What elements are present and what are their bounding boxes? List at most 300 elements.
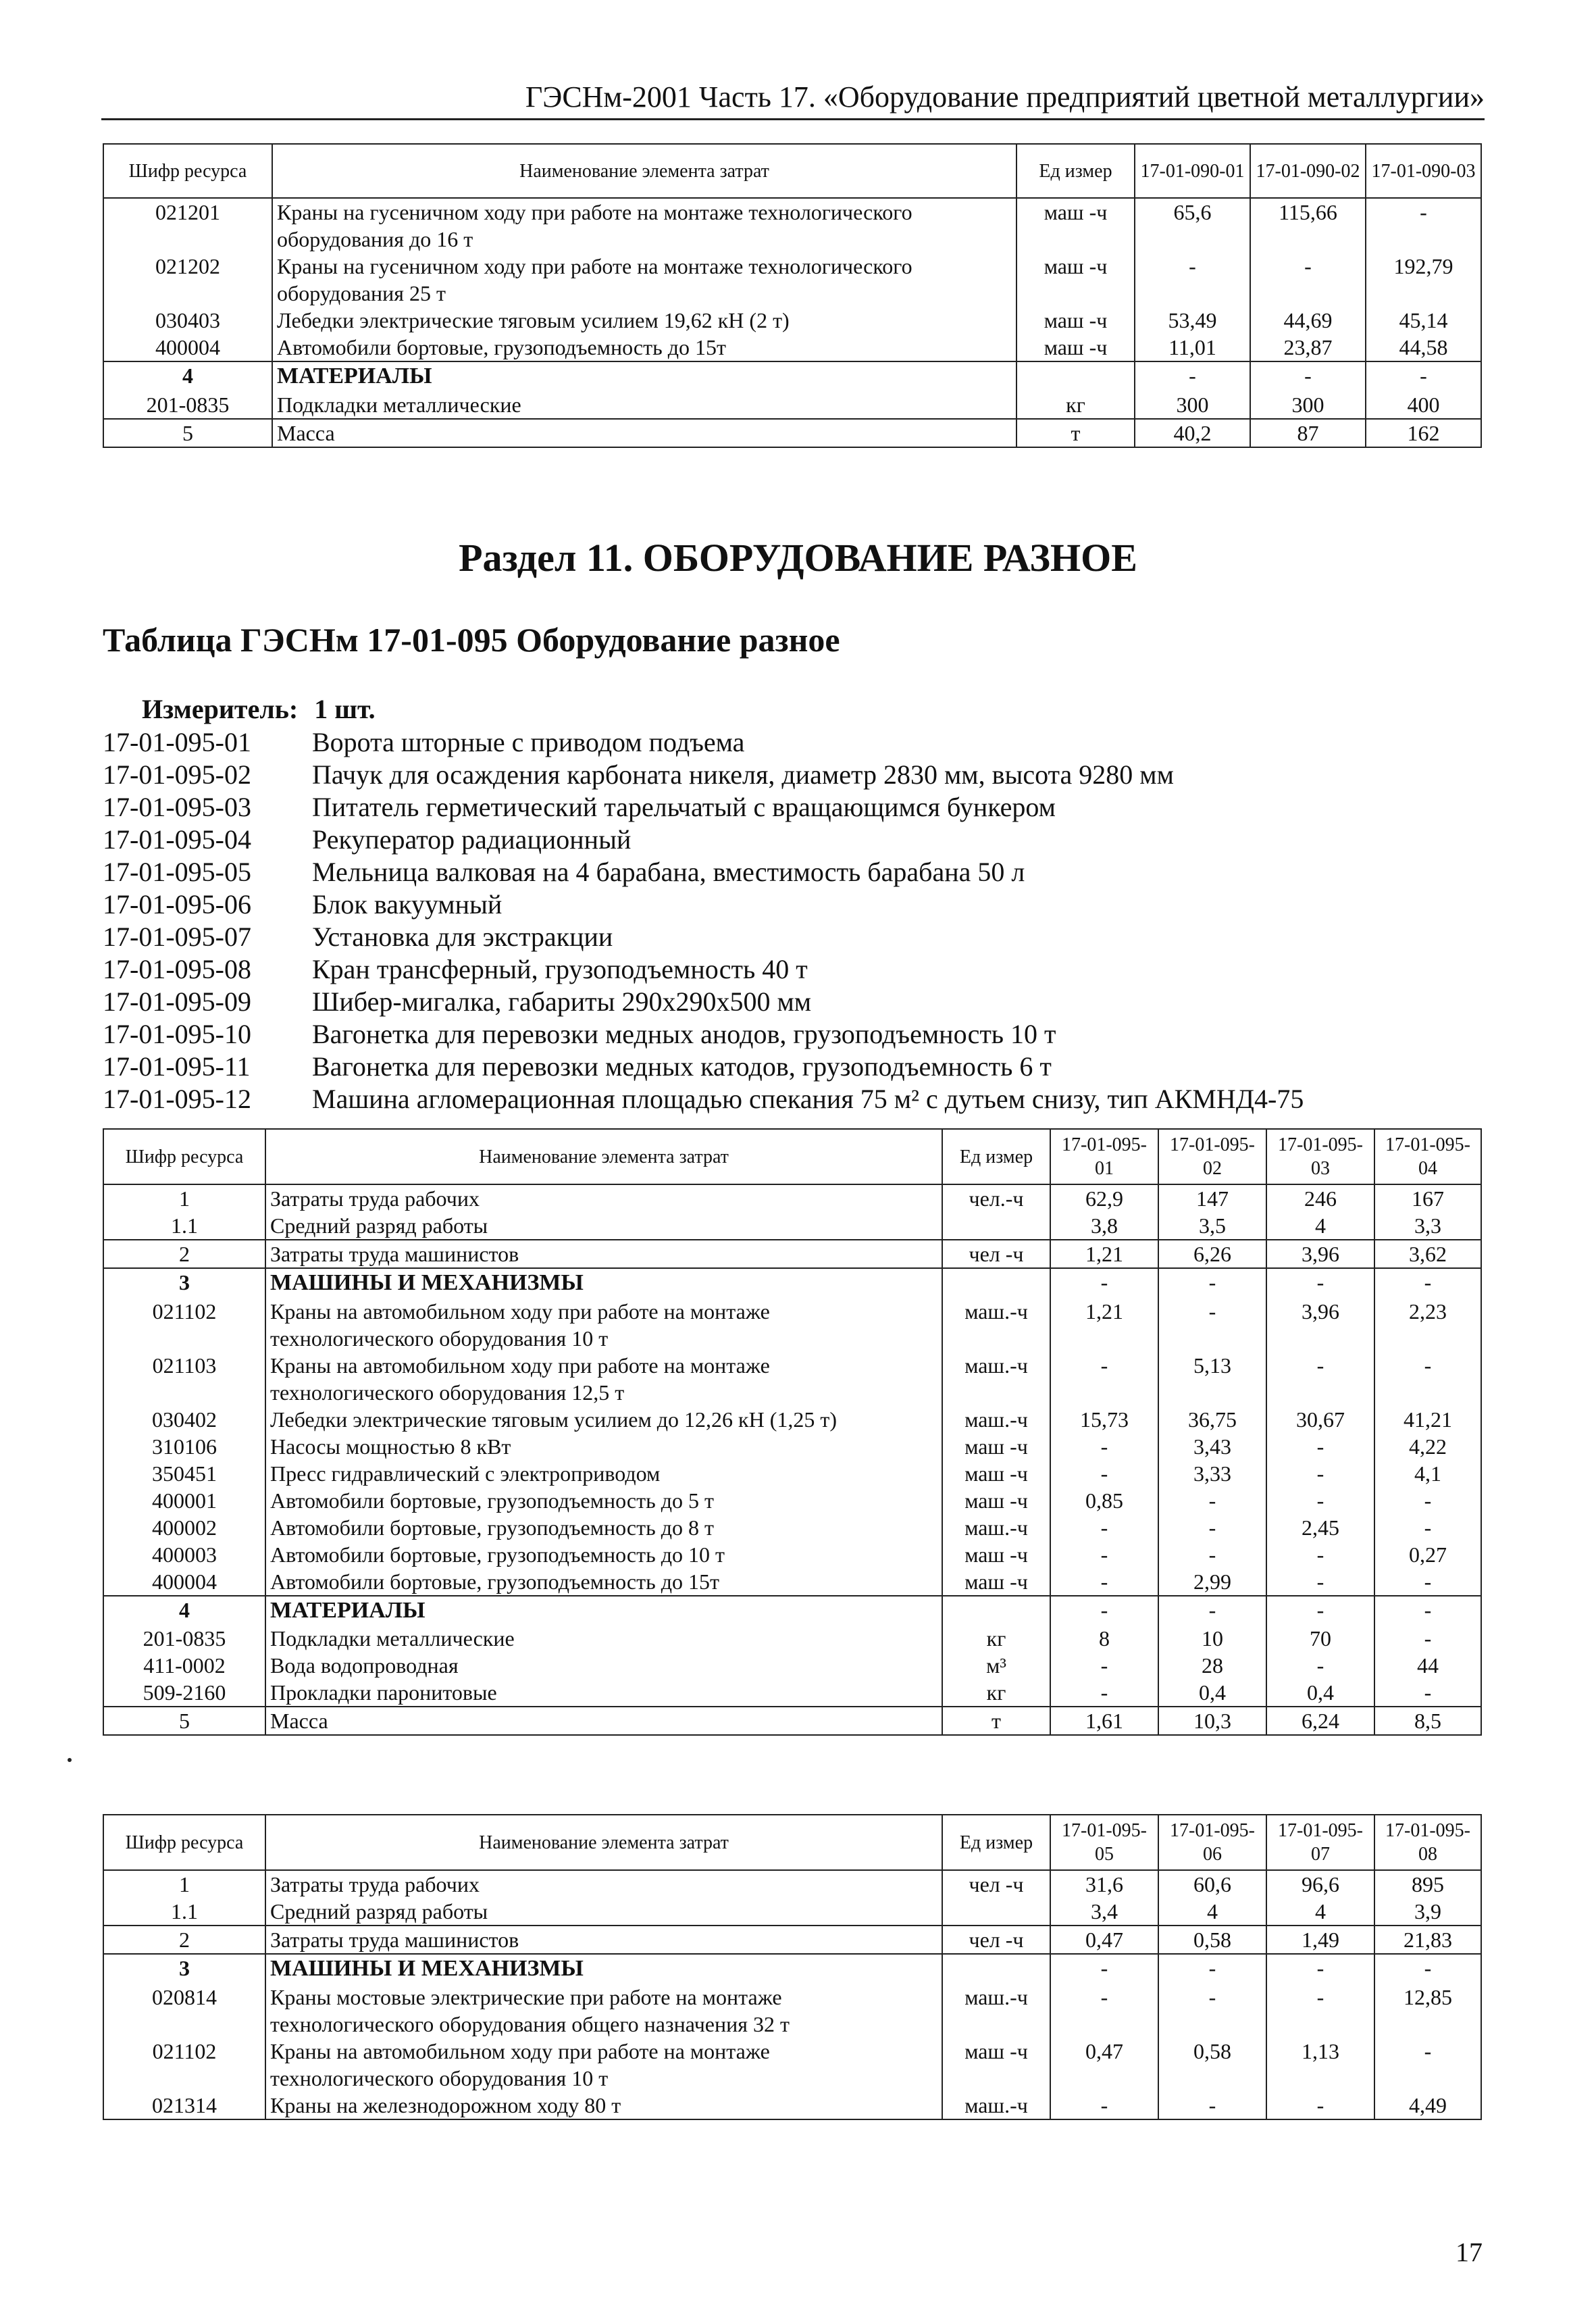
- norm-value: 44,69: [1250, 307, 1366, 334]
- norm-value: 10,3: [1158, 1707, 1266, 1735]
- resource-code: 021201: [103, 198, 272, 253]
- col-header-code: Шифр ресурса: [103, 1129, 265, 1184]
- resource-code: 021314: [103, 2092, 265, 2119]
- norm-code: 17-01-095-04: [103, 824, 251, 855]
- unit-cell: чел -ч: [942, 1870, 1050, 1898]
- resource-code: 310106: [103, 1433, 265, 1460]
- table-row: [103, 2038, 1481, 2092]
- table-row: [103, 1184, 1481, 1212]
- norm-value: -: [1266, 1352, 1374, 1406]
- norm-value: 6,24: [1266, 1707, 1374, 1735]
- cost-element-name: Лебедки электрические тяговым усилием до 12,26 кН (1,25 т): [265, 1406, 942, 1433]
- norm-list-item: [103, 1083, 1304, 1115]
- col-header-norm: 17-01-095-07: [1266, 1815, 1374, 1870]
- table-row: [103, 1679, 1481, 1707]
- table-row: [103, 1541, 1481, 1568]
- norm-list-item: [103, 759, 1304, 791]
- norm-code: 17-01-095-03: [103, 792, 251, 822]
- unit-cell: [1016, 361, 1135, 391]
- norm-code: 17-01-095-02: [103, 759, 251, 790]
- resource-code: 021102: [103, 1298, 265, 1352]
- cost-element-name: Масса: [265, 1707, 942, 1735]
- norm-value: 300: [1250, 391, 1366, 419]
- norm-value: 3,96: [1266, 1298, 1374, 1352]
- table-row: [103, 253, 1481, 307]
- resource-code: 5: [103, 419, 272, 447]
- unit-cell: [942, 1596, 1050, 1626]
- col-header-norm: 17-01-095-06: [1158, 1815, 1266, 1870]
- table-row: [103, 1568, 1481, 1596]
- norm-value: 115,66: [1250, 198, 1366, 253]
- resource-code: 350451: [103, 1460, 265, 1487]
- norm-list-item: [103, 791, 1304, 824]
- resource-table-090: [103, 143, 1482, 448]
- norm-value: 28: [1158, 1652, 1266, 1679]
- norm-code: 17-01-095-10: [103, 1019, 251, 1049]
- norm-value: -: [1266, 1984, 1374, 2038]
- resource-code: 1: [103, 1184, 265, 1212]
- cost-element-name: Средний разряд работы: [265, 1898, 942, 1926]
- norm-list-item: [103, 921, 1304, 953]
- resource-table-095-01-04: [103, 1128, 1482, 1736]
- norm-value: 44,58: [1366, 334, 1481, 361]
- resource-code: 400002: [103, 1514, 265, 1541]
- norm-value: -: [1050, 1268, 1158, 1298]
- norm-value: 0,4: [1158, 1679, 1266, 1707]
- norm-value: 1,21: [1050, 1240, 1158, 1268]
- norm-value: 4,1: [1374, 1460, 1481, 1487]
- norm-value: -: [1374, 1954, 1481, 1984]
- resource-code: 021202: [103, 253, 272, 307]
- unit-cell: маш -ч: [942, 2038, 1050, 2092]
- resource-code: 020814: [103, 1984, 265, 2038]
- norm-value: 45,14: [1366, 307, 1481, 334]
- col-header-unit: Ед измер: [1016, 144, 1135, 198]
- cost-element-name: Краны на автомобильном ходу при работе на монтаже технологического оборудования 12,5 т: [265, 1352, 942, 1406]
- cost-element-name: Средний разряд работы: [265, 1212, 942, 1240]
- norm-value: 87: [1250, 419, 1366, 447]
- norm-value: 65,6: [1135, 198, 1250, 253]
- col-header-unit: Ед измер: [942, 1129, 1050, 1184]
- unit-cell: м³: [942, 1652, 1050, 1679]
- norm-value: 12,85: [1374, 1984, 1481, 2038]
- norm-value: -: [1050, 1984, 1158, 2038]
- norm-value: 147: [1158, 1184, 1266, 1212]
- norm-text: Рекуператор радиационный: [312, 824, 632, 855]
- unit-cell: маш.-ч: [942, 1984, 1050, 2038]
- cost-element-name: Автомобили бортовые, грузоподъемность до 8 т: [265, 1514, 942, 1541]
- norm-value: 4,22: [1374, 1433, 1481, 1460]
- col-header-norm: 17-01-095-08: [1374, 1815, 1481, 1870]
- norm-value: 0,47: [1050, 1926, 1158, 1954]
- norm-value: -: [1374, 1352, 1481, 1406]
- norm-value: 0,85: [1050, 1487, 1158, 1514]
- cost-element-name: Затраты труда рабочих: [265, 1870, 942, 1898]
- norm-value: 895: [1374, 1870, 1481, 1898]
- unit-cell: т: [1016, 419, 1135, 447]
- norm-value: -: [1374, 1268, 1481, 1298]
- norm-value: -: [1374, 1487, 1481, 1514]
- table-row: [103, 1652, 1481, 1679]
- cost-element-name: Масса: [272, 419, 1016, 447]
- unit-cell: кг: [942, 1679, 1050, 1707]
- norm-value: -: [1266, 1652, 1374, 1679]
- table-row: [103, 1433, 1481, 1460]
- norm-value: 3,33: [1158, 1460, 1266, 1487]
- norm-value: -: [1158, 1596, 1266, 1626]
- norm-value: -: [1050, 2092, 1158, 2119]
- unit-cell: маш -ч: [942, 1433, 1050, 1460]
- cost-element-name: Краны на автомобильном ходу при работе на монтаже технологического оборудования 10 т: [265, 2038, 942, 2092]
- norm-value: 8: [1050, 1625, 1158, 1652]
- unit-cell: маш.-ч: [942, 1406, 1050, 1433]
- resource-code: 3: [103, 1268, 265, 1298]
- unit-cell: маш.-ч: [942, 1514, 1050, 1541]
- norm-text: Вагонетка для перевозки медных анодов, грузоподъемность 10 т: [312, 1019, 1056, 1049]
- unit-cell: [942, 1212, 1050, 1240]
- table-row: [103, 361, 1481, 391]
- col-header-norm: 17-01-095-05: [1050, 1815, 1158, 1870]
- norm-value: -: [1135, 253, 1250, 307]
- table-row: [103, 1625, 1481, 1652]
- table-row: [103, 1487, 1481, 1514]
- norm-value: 167: [1374, 1184, 1481, 1212]
- norm-value: -: [1050, 1568, 1158, 1596]
- col-header-norm: 17-01-095-04: [1374, 1129, 1481, 1184]
- norm-list-item: [103, 726, 1304, 759]
- norm-value: 3,8: [1050, 1212, 1158, 1240]
- norm-value: 3,4: [1050, 1898, 1158, 1926]
- norm-value: 21,83: [1374, 1926, 1481, 1954]
- col-header-norm: 17-01-095-03: [1266, 1129, 1374, 1184]
- norm-text: Ворота шторные с приводом подъема: [312, 727, 745, 757]
- norm-value: -: [1266, 1460, 1374, 1487]
- resource-code: 5: [103, 1707, 265, 1735]
- norm-code: 17-01-095-11: [103, 1051, 251, 1082]
- norm-value: -: [1266, 1568, 1374, 1596]
- table-row: [103, 307, 1481, 334]
- scan-speck: [68, 1758, 72, 1762]
- norm-value: 400: [1366, 391, 1481, 419]
- unit-cell: т: [942, 1707, 1050, 1735]
- norm-value: -: [1266, 1433, 1374, 1460]
- norm-value: 8,5: [1374, 1707, 1481, 1735]
- norm-value: -: [1374, 1625, 1481, 1652]
- unit-cell: маш.-ч: [942, 2092, 1050, 2119]
- resource-code: 4: [103, 361, 272, 391]
- norm-value: 4,49: [1374, 2092, 1481, 2119]
- cost-element-name: МАТЕРИАЛЫ: [272, 361, 1016, 391]
- norm-value: 41,21: [1374, 1406, 1481, 1433]
- norm-value: 1,61: [1050, 1707, 1158, 1735]
- cost-element-name: Автомобили бортовые, грузоподъемность до 15т: [265, 1568, 942, 1596]
- resource-code: 4: [103, 1596, 265, 1626]
- norm-value: -: [1158, 1541, 1266, 1568]
- norm-value: 192,79: [1366, 253, 1481, 307]
- col-header-norm: 17-01-090-03: [1366, 144, 1481, 198]
- norm-text: Блок вакуумный: [312, 889, 503, 920]
- page-number: 17: [1456, 2237, 1483, 2267]
- table-row: [103, 391, 1481, 419]
- norm-value: -: [1266, 2092, 1374, 2119]
- norm-code: 17-01-095-07: [103, 922, 251, 952]
- norm-value: 11,01: [1135, 334, 1250, 361]
- norm-value: 6,26: [1158, 1240, 1266, 1268]
- cost-element-name: Краны на гусеничном ходу при работе на монтаже технологического оборудования до 16 т: [272, 198, 1016, 253]
- resource-code: 021102: [103, 2038, 265, 2092]
- norm-value: 15,73: [1050, 1406, 1158, 1433]
- norm-value: -: [1374, 1568, 1481, 1596]
- resource-code: 2: [103, 1926, 265, 1954]
- table-row: [103, 1212, 1481, 1240]
- table-row: [103, 1596, 1481, 1626]
- norm-value: -: [1250, 361, 1366, 391]
- norm-value: 3,3: [1374, 1212, 1481, 1240]
- resource-code: 509-2160: [103, 1679, 265, 1707]
- cost-element-name: Пресс гидравлический с электроприводом: [265, 1460, 942, 1487]
- norm-value: 60,6: [1158, 1870, 1266, 1898]
- norm-value: -: [1158, 1514, 1266, 1541]
- meter-label: Измеритель:: [142, 694, 299, 724]
- norm-value: 4: [1266, 1212, 1374, 1240]
- table-row: [103, 1954, 1481, 1984]
- cost-element-name: Краны мостовые электрические при работе на монтаже технологического оборудования общего назначения 32 т: [265, 1984, 942, 2038]
- unit-cell: маш.-ч: [942, 1352, 1050, 1406]
- unit-cell: чел -ч: [942, 1926, 1050, 1954]
- norm-value: 3,5: [1158, 1212, 1266, 1240]
- col-header-norm: 17-01-095-02: [1158, 1129, 1266, 1184]
- norm-value: -: [1374, 1596, 1481, 1626]
- norm-value: -: [1366, 198, 1481, 253]
- unit-cell: кг: [942, 1625, 1050, 1652]
- resource-code: 3: [103, 1954, 265, 1984]
- norm-value: -: [1158, 1954, 1266, 1984]
- norm-value: -: [1374, 2038, 1481, 2092]
- cost-element-name: МАТЕРИАЛЫ: [265, 1596, 942, 1626]
- table-row: [103, 1898, 1481, 1926]
- norm-value: -: [1050, 1596, 1158, 1626]
- table-row: [103, 1984, 1481, 2038]
- table-row: [103, 1268, 1481, 1298]
- norm-value: 0,4: [1266, 1679, 1374, 1707]
- norm-value: 31,6: [1050, 1870, 1158, 1898]
- norm-list-item: [103, 888, 1304, 921]
- table-row: [103, 1514, 1481, 1541]
- norm-value: 23,87: [1250, 334, 1366, 361]
- norm-value: 53,49: [1135, 307, 1250, 334]
- table-row: [103, 1240, 1481, 1268]
- table-row: [103, 419, 1481, 447]
- cost-element-name: Затраты труда машинистов: [265, 1926, 942, 1954]
- norm-value: -: [1050, 1514, 1158, 1541]
- meter-value: 1 шт.: [314, 694, 376, 724]
- unit-cell: маш -ч: [942, 1568, 1050, 1596]
- cost-element-name: Краны на железнодорожном ходу 80 т: [265, 2092, 942, 2119]
- col-header-norm: 17-01-090-01: [1135, 144, 1250, 198]
- col-header-code: Шифр ресурса: [103, 144, 272, 198]
- table-row: [103, 1406, 1481, 1433]
- section-title: Раздел 11. ОБОРУДОВАНИЕ РАЗНОЕ: [459, 536, 1137, 580]
- cost-element-name: Краны на автомобильном ходу при работе на монтаже технологического оборудования 10 т: [265, 1298, 942, 1352]
- table-row: [103, 2092, 1481, 2119]
- unit-cell: маш -ч: [1016, 307, 1135, 334]
- unit-cell: маш -ч: [1016, 198, 1135, 253]
- norm-value: 1,21: [1050, 1298, 1158, 1352]
- norm-value: -: [1050, 1352, 1158, 1406]
- col-header-code: Шифр ресурса: [103, 1815, 265, 1870]
- norm-value: -: [1050, 1954, 1158, 1984]
- unit-cell: чел -ч: [942, 1240, 1050, 1268]
- norm-list-item: [103, 986, 1304, 1018]
- cost-element-name: МАШИНЫ И МЕХАНИЗМЫ: [265, 1954, 942, 1984]
- norm-list: [103, 726, 1304, 1115]
- table-row: [103, 1870, 1481, 1898]
- norm-value: 10: [1158, 1625, 1266, 1652]
- unit-cell: маш -ч: [1016, 334, 1135, 361]
- norm-value: 62,9: [1050, 1184, 1158, 1212]
- norm-value: 40,2: [1135, 419, 1250, 447]
- resource-code: 030403: [103, 307, 272, 334]
- unit-cell: маш.-ч: [942, 1298, 1050, 1352]
- norm-value: 0,58: [1158, 2038, 1266, 2092]
- norm-list-item: [103, 1051, 1304, 1083]
- norm-value: -: [1158, 1268, 1266, 1298]
- norm-value: -: [1050, 1541, 1158, 1568]
- norm-value: -: [1158, 1984, 1266, 2038]
- norm-value: 0,27: [1374, 1541, 1481, 1568]
- norm-value: 3,43: [1158, 1433, 1266, 1460]
- norm-code: 17-01-095-12: [103, 1084, 251, 1114]
- resource-code: 411-0002: [103, 1652, 265, 1679]
- resource-code: 2: [103, 1240, 265, 1268]
- table-row: [103, 1460, 1481, 1487]
- norm-value: -: [1158, 1298, 1266, 1352]
- unit-cell: кг: [1016, 391, 1135, 419]
- norm-value: -: [1266, 1268, 1374, 1298]
- resource-code: 400003: [103, 1541, 265, 1568]
- cost-element-name: Насосы мощностью 8 кВт: [265, 1433, 942, 1460]
- cost-element-name: Прокладки паронитовые: [265, 1679, 942, 1707]
- table-row: [103, 1707, 1481, 1735]
- norm-value: -: [1366, 361, 1481, 391]
- resource-code: 201-0835: [103, 391, 272, 419]
- norm-text: Установка для экстракции: [312, 922, 613, 952]
- norm-text: Машина агломерационная площадью спекания 75 м² с дутьем снизу, тип АКМНД4-75: [312, 1084, 1304, 1114]
- norm-value: 30,67: [1266, 1406, 1374, 1433]
- resource-code: 400001: [103, 1487, 265, 1514]
- norm-value: -: [1050, 1433, 1158, 1460]
- cost-element-name: Подкладки металлические: [265, 1625, 942, 1652]
- resource-table-095-05-08: [103, 1814, 1482, 2120]
- norm-value: 1,13: [1266, 2038, 1374, 2092]
- resource-code: 400004: [103, 1568, 265, 1596]
- norm-text: Вагонетка для перевозки медных катодов, грузоподъемность 6 т: [312, 1051, 1052, 1082]
- col-header-norm: 17-01-090-02: [1250, 144, 1366, 198]
- table-row: [103, 1926, 1481, 1954]
- col-header-norm: 17-01-095-01: [1050, 1129, 1158, 1184]
- norm-value: -: [1266, 1954, 1374, 1984]
- unit-cell: [942, 1268, 1050, 1298]
- resource-code: 1.1: [103, 1898, 265, 1926]
- table-row: [103, 1352, 1481, 1406]
- norm-text: Питатель герметический тарельчатый с вращающимся бункером: [312, 792, 1056, 822]
- resource-code: 021103: [103, 1352, 265, 1406]
- norm-value: 0,47: [1050, 2038, 1158, 2092]
- norm-value: -: [1050, 1460, 1158, 1487]
- resource-code: 030402: [103, 1406, 265, 1433]
- norm-code: 17-01-095-09: [103, 986, 251, 1017]
- norm-value: -: [1374, 1679, 1481, 1707]
- norm-list-item: [103, 1018, 1304, 1051]
- cost-element-name: Вода водопроводная: [265, 1652, 942, 1679]
- norm-value: 3,96: [1266, 1240, 1374, 1268]
- unit-cell: [942, 1954, 1050, 1984]
- norm-value: 36,75: [1158, 1406, 1266, 1433]
- norm-list-item: [103, 856, 1304, 888]
- table-title: Таблица ГЭСНм 17-01-095 Оборудование разное: [103, 621, 840, 659]
- norm-value: 162: [1366, 419, 1481, 447]
- norm-value: -: [1250, 253, 1366, 307]
- cost-element-name: Затраты труда рабочих: [265, 1184, 942, 1212]
- cost-element-name: Автомобили бортовые, грузоподъемность до 5 т: [265, 1487, 942, 1514]
- col-header-unit: Ед измер: [942, 1815, 1050, 1870]
- col-header-name: Наименование элемента затрат: [265, 1815, 942, 1870]
- norm-code: 17-01-095-06: [103, 889, 251, 920]
- meter-line: [142, 693, 376, 725]
- norm-value: 96,6: [1266, 1870, 1374, 1898]
- cost-element-name: Автомобили бортовые, грузоподъемность до 10 т: [265, 1541, 942, 1568]
- cost-element-name: Автомобили бортовые, грузоподъемность до 15т: [272, 334, 1016, 361]
- unit-cell: [942, 1898, 1050, 1926]
- norm-value: -: [1158, 2092, 1266, 2119]
- norm-value: 3,9: [1374, 1898, 1481, 1926]
- cost-element-name: Подкладки металлические: [272, 391, 1016, 419]
- norm-code: 17-01-095-01: [103, 727, 251, 757]
- norm-value: -: [1266, 1487, 1374, 1514]
- table-row: [103, 198, 1481, 253]
- norm-value: 2,45: [1266, 1514, 1374, 1541]
- table-row: [103, 334, 1481, 361]
- norm-value: -: [1050, 1679, 1158, 1707]
- cost-element-name: Затраты труда машинистов: [265, 1240, 942, 1268]
- table-row: [103, 1298, 1481, 1352]
- resource-code: 400004: [103, 334, 272, 361]
- norm-value: 44: [1374, 1652, 1481, 1679]
- norm-value: 246: [1266, 1184, 1374, 1212]
- cost-element-name: Краны на гусеничном ходу при работе на монтаже технологического оборудования 25 т: [272, 253, 1016, 307]
- unit-cell: маш -ч: [942, 1487, 1050, 1514]
- col-header-name: Наименование элемента затрат: [272, 144, 1016, 198]
- norm-text: Мельница валковая на 4 барабана, вместимость барабана 50 л: [312, 857, 1025, 887]
- norm-value: 2,99: [1158, 1568, 1266, 1596]
- norm-list-item: [103, 824, 1304, 856]
- norm-value: 4: [1158, 1898, 1266, 1926]
- resource-code: 1.1: [103, 1212, 265, 1240]
- cost-element-name: МАШИНЫ И МЕХАНИЗМЫ: [265, 1268, 942, 1298]
- norm-value: 2,23: [1374, 1298, 1481, 1352]
- norm-value: -: [1374, 1514, 1481, 1541]
- unit-cell: чел.-ч: [942, 1184, 1050, 1212]
- cost-element-name: Лебедки электрические тяговым усилием 19,62 кН (2 т): [272, 307, 1016, 334]
- norm-list-item: [103, 953, 1304, 986]
- norm-value: -: [1266, 1596, 1374, 1626]
- norm-value: -: [1050, 1652, 1158, 1679]
- resource-code: 201-0835: [103, 1625, 265, 1652]
- norm-text: Пачук для осаждения карбоната никеля, диаметр 2830 мм, высота 9280 мм: [312, 759, 1174, 790]
- norm-code: 17-01-095-08: [103, 954, 251, 984]
- norm-value: 70: [1266, 1625, 1374, 1652]
- unit-cell: маш -ч: [942, 1541, 1050, 1568]
